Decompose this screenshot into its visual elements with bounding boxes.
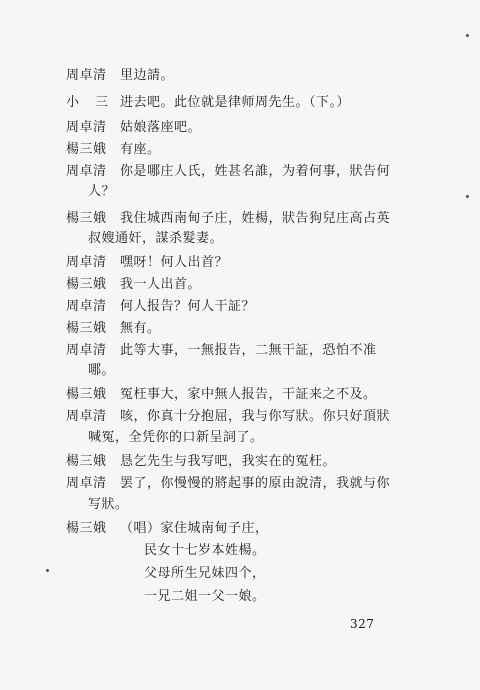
dialogue-text: 何人报告？何人干証？ — [120, 299, 256, 314]
dialogue-text: 此等大事，一無报告，二無干証，恐怕不准 — [120, 343, 377, 358]
dialogue-line — [66, 255, 228, 271]
speaker-name: 楊三娥 — [66, 277, 107, 292]
continuation-line — [88, 363, 115, 379]
dialogue-text: 有座。 — [120, 142, 161, 157]
speaker-name: 周卓清 — [66, 409, 107, 424]
speaker-name: 周卓清 — [66, 120, 107, 135]
dialogue-line — [66, 164, 390, 180]
page-number: 327 — [350, 617, 375, 631]
dialogue-text: 姑娘落座吧。 — [120, 120, 202, 135]
continuation-line — [88, 497, 129, 513]
dialogue-line — [66, 387, 377, 403]
dialogue-text: 我住城西南甸子庄，姓楊，狀告狗兒庄高占英 — [120, 211, 391, 226]
dialogue-text: 人？ — [88, 184, 116, 199]
dialogue-text: 进去吧。此位就是律师周先生。（下。） — [120, 95, 351, 110]
speaker-name: 周卓清 — [66, 343, 107, 358]
speaker-name: 楊三娥 — [66, 142, 107, 157]
dialogue-text: 里边請。 — [120, 68, 175, 83]
dialogue-line — [66, 409, 390, 425]
speaker-name: 周卓清 — [66, 299, 107, 314]
dialogue-line — [66, 277, 201, 293]
dialogue-text: 恳乞先生与我写吧，我实在的冤枉。 — [120, 454, 337, 469]
dialogue-text: 我一人出首。 — [120, 277, 202, 292]
dialogue-text: 叔嫂通奸，謀杀髮妻。 — [88, 231, 224, 246]
continuation-line — [88, 231, 223, 247]
print-speck — [466, 195, 469, 198]
verse-line — [144, 566, 266, 582]
speaker-name: 周卓清 — [66, 164, 107, 179]
verse-line — [144, 589, 266, 605]
dialogue-text: 你是哪庄人氏，姓甚名誰，为着何事，狀告何 — [120, 164, 391, 179]
dialogue-line — [66, 454, 336, 470]
dialogue-text: 罢了，你慢慢的將起事的原由說清，我就与你 — [120, 476, 391, 491]
speaker-name: 楊三娥 — [66, 211, 107, 226]
verse-text: 民女十七岁本姓楊。 — [144, 543, 266, 558]
dialogue-line — [66, 68, 174, 84]
dialogue-text: （唱）家住城南甸子庄， — [120, 521, 269, 536]
speaker-name: 周卓清 — [66, 255, 107, 270]
speaker-name: 楊三娥 — [66, 454, 107, 469]
dialogue-text: 嘿呀！何人出首？ — [120, 255, 229, 270]
dialogue-line — [66, 521, 269, 537]
dialogue-line — [66, 120, 201, 136]
speaker-name: 周卓清 — [66, 476, 107, 491]
dialogue-text: 哪。 — [88, 363, 116, 378]
verse-text: 一兄二姐一父一娘。 — [144, 589, 266, 604]
dialogue-text: 写狀。 — [88, 497, 129, 512]
dialogue-text: 咳，你真十分抱屈，我与你写狀。你只好頂狀 — [120, 409, 391, 424]
speaker-name: 楊三娥 — [66, 321, 107, 336]
speaker-name: 周卓清 — [66, 68, 107, 83]
speaker-name: 小 三 — [66, 95, 115, 110]
speaker-name: 楊三娥 — [66, 521, 107, 536]
verse-line — [144, 543, 266, 559]
dialogue-text: 無有。 — [120, 321, 161, 336]
dialogue-line — [66, 321, 161, 337]
continuation-line — [88, 430, 264, 446]
continuation-line — [88, 184, 115, 200]
print-speck — [466, 34, 469, 37]
dialogue-line — [66, 211, 390, 227]
dialogue-line — [66, 343, 377, 359]
dialogue-text: 喊冤，全凭你的口新呈詞了。 — [88, 430, 264, 445]
print-speck — [46, 569, 49, 572]
speaker-name: 楊三娥 — [66, 387, 107, 402]
dialogue-line — [66, 299, 255, 315]
dialogue-line — [66, 95, 350, 111]
dialogue-text: 冤枉事大，家中無人报告，干証来之不及。 — [120, 387, 377, 402]
verse-text: 父母所生兄妹四个， — [144, 566, 266, 581]
dialogue-line — [66, 476, 390, 492]
dialogue-line — [66, 142, 161, 158]
